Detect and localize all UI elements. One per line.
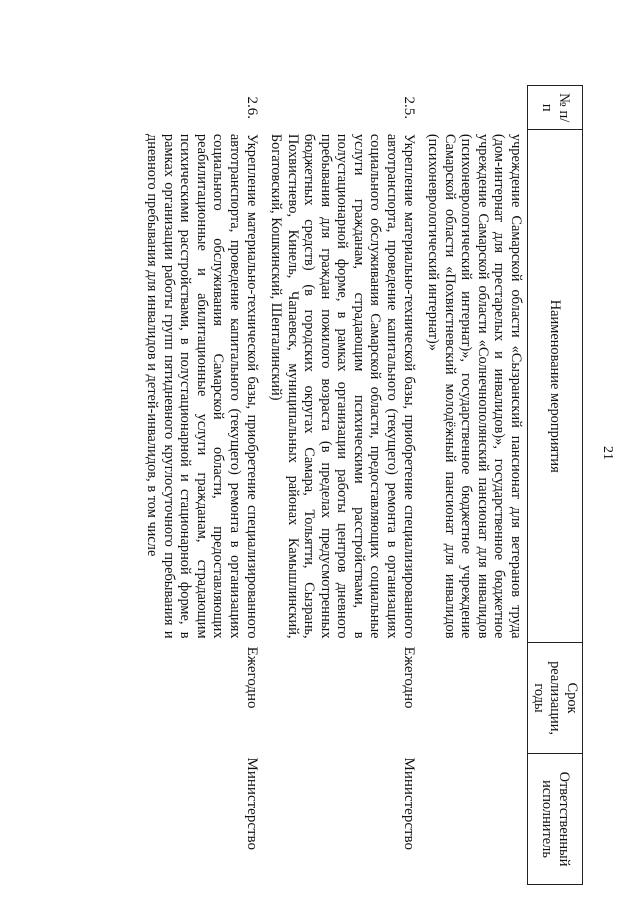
rotated-page-content <box>23 85 583 885</box>
row-description: Укрепление материально-технической базы, приобретение специализированного автотранспорта, проведение капитального (текущего) ремонта в организациях социального обслуживания Самарской области, предоставляющих реабилитационные и абилитационные услуги гражданам, страдающим психическими расстройствами, в полустационарной и стационарной форме, в рамках организации работы групп пятидневного круглосуточного пребывания и дневного пребывания для инвалидов и детей-инвалидов, в том числе <box>144 133 260 639</box>
measures-table <box>142 85 583 885</box>
row-num: 2.5. <box>400 96 417 119</box>
header-executor: Ответственный исполнитель <box>528 754 583 885</box>
row-num: 2.6. <box>243 96 260 119</box>
row-term <box>423 643 528 754</box>
table-row <box>423 86 528 885</box>
row-executor: Министерство <box>243 757 260 851</box>
row-executor: Министерство <box>400 757 417 851</box>
row-description: учреждение Самарской области «Сызранский пансионат для ветеранов труда (дом-интернат для престарелых и инвалидов)», государственное бюджетное учреждение Самарской области «Солнечнополянский пансионат для инвалидов (психоневрологический интернат)», государственное бюджетное учреждение Самарской области «Похвистневский молодёжный пансионат для инвалидов (психоневрологический интернат)» <box>425 133 524 639</box>
header-term: Срок реализации, годы <box>528 643 583 754</box>
table-row <box>266 86 423 885</box>
row-description: Укрепление материально-технической базы, приобретение специализированного автотранспорта, проведение капитального (текущего) ремонта в организациях социального обслуживания Самарской области, предоставляющих социальные услуги гражданам, страдающим психическими расстройствами, в полустационарной форме, в рамках организации работы центров дневного пребывания для граждан пожилого возраста (в пределах предусмотренных бюджетных средств) (в городских округах Самара, Тольятти, Сызрань, Похвистнево, Кинель, Чапаевск, муниципальных районах Камышлинский, Богатовский, Кошкинский, Шенталинский) <box>268 133 417 639</box>
row-num <box>423 86 528 130</box>
header-name: Наименование мероприятия <box>528 130 583 643</box>
row-term: Ежегодно <box>400 646 417 709</box>
header-num: № п/п <box>528 86 583 130</box>
page-number: 21 <box>600 446 615 460</box>
row-executor <box>423 754 528 885</box>
table-row <box>142 86 266 885</box>
table-header-row <box>528 86 583 885</box>
row-term: Ежегодно <box>243 646 260 709</box>
